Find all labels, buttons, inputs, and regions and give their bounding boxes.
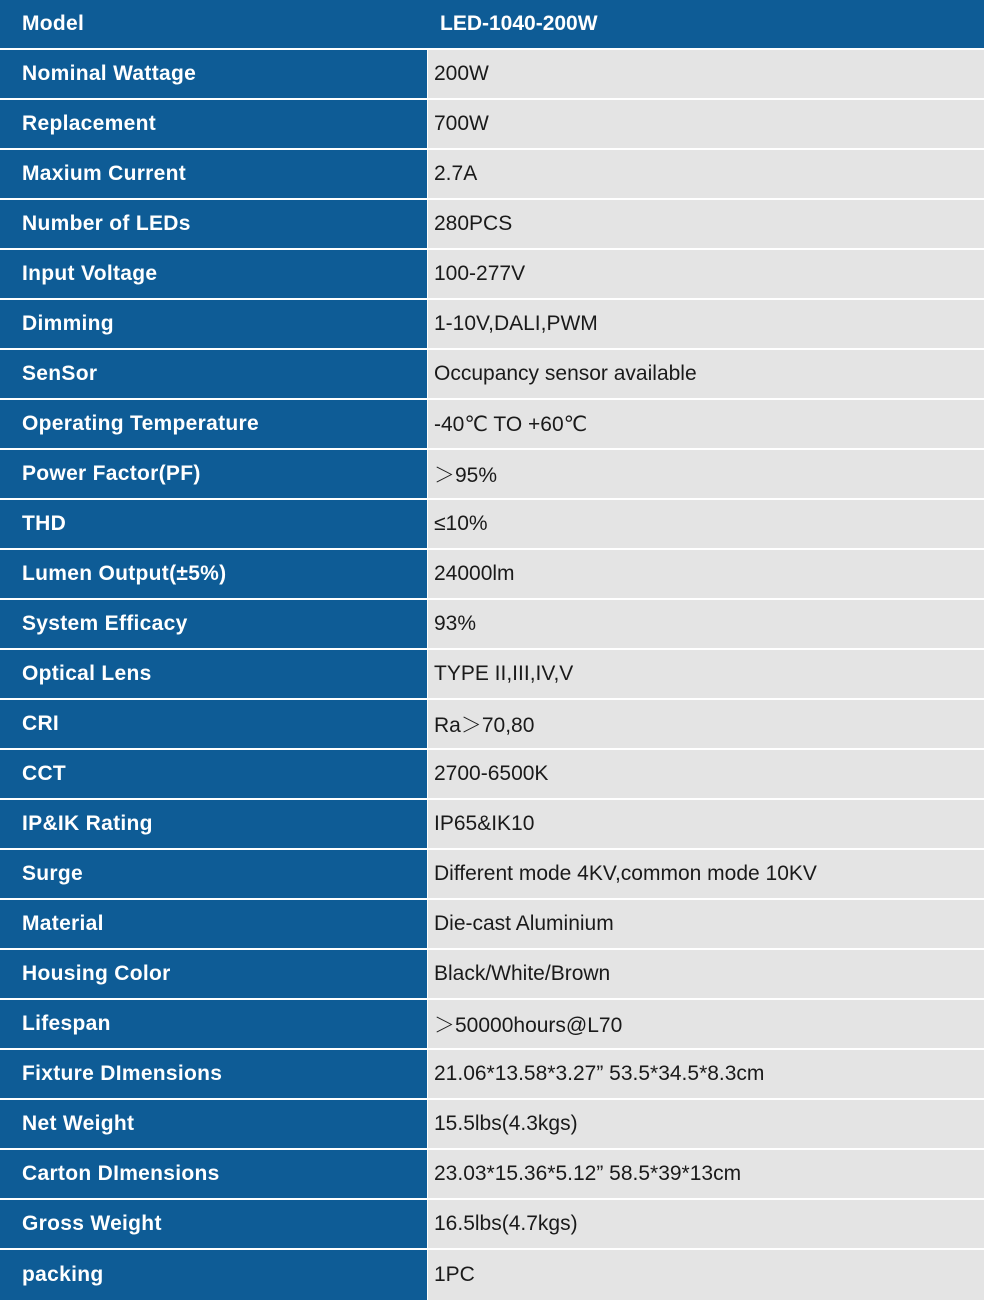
spec-label: Maxium Current [0, 150, 427, 198]
spec-value: TYPE II,III,IV,V [427, 650, 984, 698]
spec-label: System Efficacy [0, 600, 427, 648]
spec-value: 23.03*15.36*5.12” 58.5*39*13cm [427, 1150, 984, 1198]
spec-label: Replacement [0, 100, 427, 148]
table-row [0, 250, 984, 300]
spec-value: -40℃ TO +60℃ [427, 400, 984, 448]
table-row [0, 700, 984, 750]
spec-value: 16.5lbs(4.7kgs) [427, 1200, 984, 1248]
spec-label: Surge [0, 850, 427, 898]
spec-label: Operating Temperature [0, 400, 427, 448]
table-row [0, 100, 984, 150]
spec-label: CRI [0, 700, 427, 748]
spec-label: Number of LEDs [0, 200, 427, 248]
table-row [0, 1250, 984, 1300]
spec-label: Material [0, 900, 427, 948]
spec-value: ≤10% [427, 500, 984, 548]
table-row [0, 500, 984, 550]
spec-value: Occupancy sensor available [427, 350, 984, 398]
spec-value: Die-cast Aluminium [427, 900, 984, 948]
table-row [0, 1150, 984, 1200]
table-row [0, 1100, 984, 1150]
table-row [0, 1050, 984, 1100]
spec-value: 93% [427, 600, 984, 648]
spec-label: Housing Color [0, 950, 427, 998]
table-row [0, 1000, 984, 1050]
spec-label: Gross Weight [0, 1200, 427, 1248]
spec-value: 15.5lbs(4.3kgs) [427, 1100, 984, 1148]
spec-value: 24000lm [427, 550, 984, 598]
spec-label: Optical Lens [0, 650, 427, 698]
spec-label: Lumen Output(±5%) [0, 550, 427, 598]
spec-value: Ra＞70,80 [427, 700, 984, 748]
spec-value: 2.7A [427, 150, 984, 198]
table-row [0, 300, 984, 350]
spec-value: Different mode 4KV,common mode 10KV [427, 850, 984, 898]
spec-value: 2700-6500K [427, 750, 984, 798]
table-row [0, 200, 984, 250]
spec-value: IP65&IK10 [427, 800, 984, 848]
spec-label: packing [0, 1250, 427, 1300]
table-row [0, 1200, 984, 1250]
spec-value: 100-277V [427, 250, 984, 298]
table-row [0, 650, 984, 700]
table-row [0, 800, 984, 850]
spec-label: Input Voltage [0, 250, 427, 298]
spec-value: 1-10V,DALI,PWM [427, 300, 984, 348]
table-row [0, 950, 984, 1000]
spec-label: Fixture DImensions [0, 1050, 427, 1098]
table-row [0, 150, 984, 200]
spec-label: THD [0, 500, 427, 548]
spec-value: ＞95% [427, 450, 984, 498]
table-row [0, 750, 984, 800]
spec-value: 700W [427, 100, 984, 148]
spec-value: Black/White/Brown [427, 950, 984, 998]
table-row [0, 350, 984, 400]
table-row [0, 900, 984, 950]
table-row [0, 850, 984, 900]
spec-label: Dimming [0, 300, 427, 348]
spec-label: Net Weight [0, 1100, 427, 1148]
spec-label: IP&IK Rating [0, 800, 427, 848]
table-row [0, 600, 984, 650]
spec-value: 1PC [427, 1250, 984, 1300]
spec-label: CCT [0, 750, 427, 798]
spec-label: Carton DImensions [0, 1150, 427, 1198]
model-label: Model [0, 0, 427, 48]
spec-label: Lifespan [0, 1000, 427, 1048]
spec-value: ＞50000hours@L70 [427, 1000, 984, 1048]
table-header-row [0, 0, 984, 50]
spec-label: Power Factor(PF) [0, 450, 427, 498]
table-row [0, 450, 984, 500]
table-row [0, 50, 984, 100]
spec-value: 21.06*13.58*3.27” 53.5*34.5*8.3cm [427, 1050, 984, 1098]
spec-label: SenSor [0, 350, 427, 398]
spec-label: Nominal Wattage [0, 50, 427, 98]
table-row [0, 400, 984, 450]
table-row [0, 550, 984, 600]
spec-value: 200W [427, 50, 984, 98]
spec-value: 280PCS [427, 200, 984, 248]
model-value: LED-1040-200W [427, 0, 984, 48]
